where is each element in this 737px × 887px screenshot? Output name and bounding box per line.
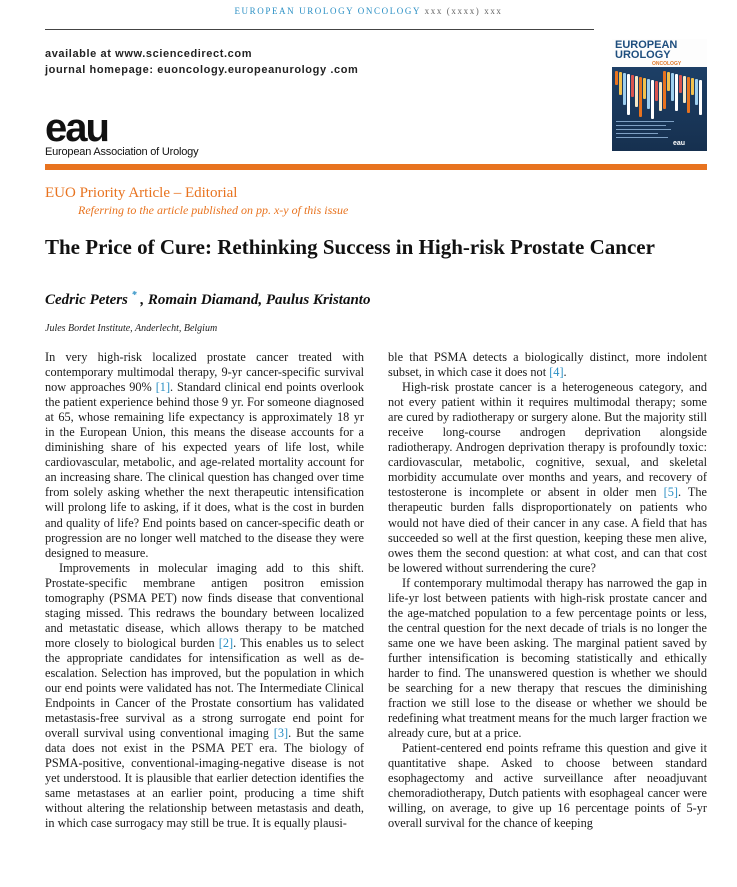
cover-stroke — [691, 78, 694, 95]
citation-link[interactable]: [1] — [155, 380, 171, 395]
text-run: . Standard clinical end points overlook the patient experience behind those 9 yr. For someone diagnosed at 65, whose remaining life expectancy is approximately 18 yr in the European Union, this means the disease accounts for a diminishing share of his expected years of life lost, while cardiovascular, metabolic, and age-related mortality account for an increasing share. The clinical question has changed over time from solely asking whether the next therapeutic intensification will prolong life to asking, if it does, what is the cost in burden and quality of life? End points based on cancer-specific death or progression are no longer well matched to the disease they were designed to measure. — [45, 380, 364, 560]
cover-stroke — [671, 73, 674, 101]
cover-stroke — [651, 80, 654, 119]
cover-stroke — [675, 74, 678, 111]
eau-logo — [45, 106, 245, 162]
journal-cover-image — [612, 39, 707, 151]
sciencedirect-link[interactable]: available at www.sciencedirect.com — [45, 48, 253, 60]
citation-link[interactable]: [5] — [663, 485, 678, 500]
body-column-left — [45, 350, 364, 832]
affiliation: Jules Bordet Institute, Anderlecht, Belgium — [45, 323, 218, 334]
text-run: . The therapeutic burden falls disproportionately on patients who would not have died of their cancer in any case. A field that has succeeded so well at the first question, keeping these men alive, owes them the second question: at what cost, and can that cost be lowered without surrendering the cure? — [388, 485, 708, 575]
cover-title-line1: EUROPEAN — [615, 39, 678, 51]
citation-link[interactable]: [2] — [218, 635, 234, 650]
paragraph-4: If contemporary multimodal therapy has narrowed the gap in life-yr lost between patients with high-risk prostate cancer and the age-matched population to a few percentage points or less, the central question for the next decade of trials is no longer the same one we have been asking. The marginal patient saved by further intensification is becoming statistically and ethically harder to find. The unanswered question is whether we should be searching for a new therapy that rescues the diminishing fraction we still lose to the disease or whether we should be redefining what treatment means for the much larger fraction we already cure, but at a price. — [388, 575, 707, 741]
cover-artwork — [614, 71, 705, 117]
article-type: EUO Priority Article – Editorial — [45, 185, 238, 201]
paragraph-5: Patient-centered end points reframe this question and give it quantitative shape. Asked to choose between standard esophagectomy and active surveillance after neoadjuvant chemoradiotherapy, Dutch patients with esophageal cancer were willing, on average, to give up 16 percentage points of 5-yr overall survival for the chance of keeping — [388, 741, 707, 831]
cover-stroke — [683, 76, 686, 103]
citation-link[interactable]: [4] — [549, 365, 564, 380]
author-name: Cedric Peters — [45, 292, 128, 308]
cover-stroke — [679, 75, 682, 93]
cover-text-lines — [616, 121, 676, 141]
cover-stroke — [623, 73, 626, 105]
cover-stroke — [615, 71, 618, 85]
cover-stroke — [655, 81, 658, 101]
text-run: . This enables us to select the appropriate candidates for intensification as well as de-escalation. Selection has improved, but the population in which our end points were validated has not. The Intermediate Clinical Endpoints in Cancer of the Prostate consortium has validated metastasis-free survival as a strong surrogate end point for overall survival using conventional imaging — [45, 635, 364, 741]
cover-stroke — [695, 79, 698, 105]
article-title: The Price of Cure: Rethinking Success in High-risk Prostate Cancer — [45, 235, 655, 259]
text-run: Improvements in molecular imaging add to this shift. Prostate-specific membrane antigen positron emission tomography (PSMA PET) now finds disease that conventional staging missed. This redraws the boundary between localized and metastatic disease, which allows therapy to be matched more closely to biological burden — [45, 560, 364, 650]
journal-homepage-link[interactable]: journal homepage: euoncology.europeanurology .com — [45, 64, 359, 76]
journal-links — [45, 46, 358, 78]
eau-logo-text: European Association of Urology — [45, 146, 199, 158]
text-run: . — [563, 365, 567, 380]
cover-title-line2: UROLOGY — [615, 49, 671, 61]
body-column-right — [388, 350, 707, 832]
paragraph-1 — [45, 350, 364, 561]
paragraph-3 — [388, 380, 707, 576]
paragraph-2 — [45, 561, 364, 832]
cover-subtitle: ONCOLOGY — [652, 61, 682, 67]
header-accent-bar — [45, 164, 707, 170]
corresponding-author-mark[interactable]: * — [131, 290, 137, 301]
cover-stroke — [659, 82, 662, 111]
cover-stroke — [699, 80, 702, 115]
volume-info: xxx (xxxx) xxx — [424, 6, 503, 16]
header-rule — [45, 29, 594, 30]
cover-stroke — [631, 75, 634, 97]
cover-stroke — [687, 77, 690, 113]
journal-name: EUROPEAN UROLOGY ONCOLOGY — [234, 6, 421, 16]
eau-logo-mark: eau — [45, 106, 108, 150]
cover-stroke — [647, 79, 650, 109]
text-run: . But the same data does not exist in the PSMA PET era. The biology of PSMA-positive, conventional-imaging-negative disease is not yet understood. It is plausible that earlier detection identifies the same metastases at an earlier point, producing a time shift without altering the relationship between metastasis and death, in which case surrogacy may still be true. It is equally plausi- — [45, 726, 364, 831]
cover-stroke — [663, 71, 666, 109]
running-head — [0, 6, 737, 16]
cover-stroke — [639, 77, 642, 117]
text-run: High-risk prostate cancer is a heterogeneous category, and not every patient within it requires multimodal therapy; some are cured by radiotherapy or surgery alone. But the majority still receive long-course androgen deprivation alongside radiotherapy. Androgen deprivation therapy is profoundly toxic: cardiovascular, metabolic, cognitive, sexual, and skeletal morbidity accumulate over months and years, and recovery of testosterone is incomplete or absent in older men — [388, 380, 707, 500]
text-run: ble that PSMA detects a biologically distinct, more indolent subset, in which case it does not — [388, 350, 707, 380]
paragraph-2-continued — [388, 350, 707, 380]
cover-stroke — [619, 72, 622, 95]
co-authors: , Romain Diamand, Paulus Kristanto — [140, 292, 371, 308]
text-run: In very high-risk localized prostate cancer treated with contemporary multimodal therapy, 9-yr cancer-specific survival now approaches 90% — [45, 350, 364, 395]
author-list — [45, 290, 370, 309]
cover-stroke — [627, 74, 630, 115]
cover-title — [615, 40, 705, 60]
citation-link[interactable]: [3] — [273, 726, 289, 741]
cover-stroke — [667, 72, 670, 91]
cover-stroke — [643, 78, 646, 99]
cover-eau-mark: eau — [672, 140, 685, 147]
cover-stroke — [635, 76, 638, 107]
referring-note: Referring to the article published on pp. x-y of this issue — [78, 203, 349, 217]
